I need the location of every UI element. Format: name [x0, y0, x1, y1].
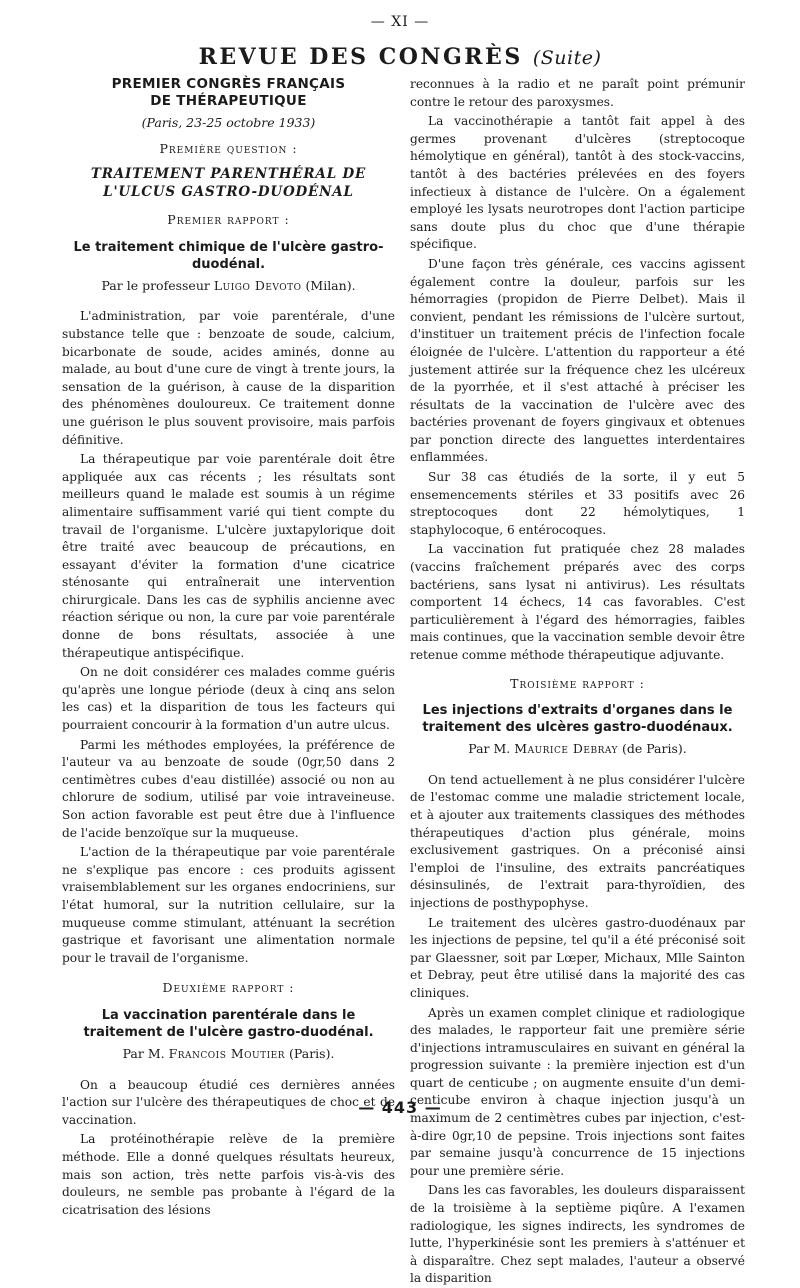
report-2-label: Deuxième rapport :: [162, 980, 295, 996]
congress-title-line-2: DE THÉRAPEUTIQUE: [150, 93, 307, 109]
congress-title-line-1: PREMIER CONGRÈS FRANÇAIS: [111, 76, 346, 92]
masthead: [0, 44, 800, 70]
byline-city: (Paris).: [289, 1045, 335, 1061]
paragraph: reconnues à la radio et ne paraît point prémunir contre le retour des paroxysmes.: [410, 77, 745, 109]
byline-city: (de Paris).: [621, 741, 687, 757]
paragraph: La vaccinothérapie a tantôt fait appel à des germes provenant d'ulcères (streptocoque hémolytique en général), tantôt à des stock-vaccins, tantôt à des bactéries prélevées en des foyers infectieux à distance de l'ulcère. On a également employé les lysats neurotropes dont l'action participe sans doute plus du choc que d'une thérapie spécifique.: [410, 114, 745, 252]
paragraph: Dans les cas favorables, les douleurs disparaissent de la troisième à la septième piqûre. A l'examen radiologique, les signes indirects, les syndromes de lutte, l'hyperkinésie sont les premiers à s'atténuer et à disparaître. Chez sept malades, l'auteur a observé la disparition: [410, 1183, 745, 1286]
report-1-byline: [62, 277, 395, 295]
paragraph: Parmi les méthodes employées, la préférence de l'auteur va au benzoate de soude (0gr,50 dans 2 centimètres cubes d'eau distillée) associé ou non au chlorure de sodium, utilisé par voie intraveineuse. Son action favorable est peut être due à l'influence de l'acide benzoïque sur la muqueuse.: [62, 737, 395, 840]
paragraph: L'action de la thérapeutique par voie parentérale ne s'explique pas encore : ces produits agissent vraisemblablement sur les organes endocriniens, sur l'état humoral, sur la nutrition cellulaire, sur la muqueuse comme stimulant, atténuant la secrétion gastrique et favorisant une alimentation normale pour le travail de l'organisme.: [62, 845, 395, 965]
paragraph: L'administration, par voie parentérale, d'une substance telle que : benzoate de soude, calcium, bicarbonate de soude, acides aminés, donne au malade, au bout d'une cure de vingt à trente jours, la sensation de la guérison, à cause de la disparition des phénomènes douloureux. Ce traitement donne une guérison le plus souvent provisoire, mais parfois définitive.: [62, 309, 395, 447]
page-roman-numeral: — XI —: [370, 14, 430, 30]
paragraph: On ne doit considérer ces malades comme guéris qu'après une longue période (deux à cinq ans selon les cas) et la disparition de tous les facteurs qui pourraient concourir à la formation d'un autre ulcus.: [62, 665, 395, 733]
paragraph: La vaccination fut pratiquée chez 28 malades (vaccins fraîchement préparés avec des corps bactériens, sans lysat ni antivirus). Les résultats comportent 14 échecs, 14 cas favorables. C'est particulièrement à l'égard des hémorragies, faibles mais continues, que la vaccination semble devoir être retenue comme méthode thérapeutique adjuvante.: [410, 542, 745, 662]
congress-title: [62, 76, 395, 110]
report-3-byline: [410, 740, 745, 758]
report-2-byline: [62, 1045, 395, 1063]
paragraph: On a beaucoup étudié ces dernières années l'action sur l'ulcère des thérapeutiques de choc et de vaccination.: [62, 1077, 395, 1127]
report-2-title: La vaccination parentérale dans le traitement de l'ulcère gastro-duodénal.: [83, 1007, 374, 1040]
left-column: [62, 76, 395, 1217]
question-title: TRAITEMENT PARENTHÉRAL DE L'ULCUS GASTRO-DUODÉNAL: [90, 166, 367, 201]
paragraph: Sur 38 cas étudiés de la sorte, il y eut 5 ensemencements stériles et 33 positifs avec 26 streptocoques dont 22 hémolytiques, 1 staphylocoque, 6 entérocoques.: [410, 470, 745, 537]
byline-author: Luigo Devoto: [213, 277, 302, 293]
byline-author: Francois Moutier: [168, 1045, 286, 1061]
report-3-label: Troisième rapport :: [510, 675, 645, 691]
byline-author: Maurice Debray: [514, 741, 618, 757]
byline-city: (Milan).: [305, 277, 356, 293]
report-3-title: Les injections d'extraits d'organes dans le traitement des ulcères gastro-duodénaux.: [422, 703, 733, 736]
paragraph: La thérapeutique par voie parentérale doit être appliquée aux cas récents ; les résultats sont meilleurs quand le malade est soumis à un régime alimentaire suffisamment varié qui tient compte du travail de l'organisme. L'ulcère juxtapylorique doit être traité avec beaucoup de précautions, en essayant d'éviter la formation d'une cicatrice sténosante qui entraînerait une intervention chirurgicale. Dans les cas de syphilis ancienne avec réaction sérique ou non, la cure par voie parentérale donne de bons résultats, associée à une thérapeutique antispécifique.: [62, 452, 395, 660]
paragraph: On tend actuellement à ne plus considérer l'ulcère de l'estomac comme une maladie strictement locale, et à ajouter aux traitements classiques des méthodes thérapeutiques d'action plus générale, moins exclusivement gastriques. On a préconisé ainsi l'emploi de l'insuline, des extraits pancréatiques désinsulinés, de l'extrait para-thyroïdien, des injections de posthypophyse.: [410, 772, 745, 910]
paragraph: Après un examen complet clinique et radiologique des malades, le rapporteur fait une première série d'injections intramusculaires en suivant en général la progression suivante : la première injection est d'un quart de centicube ; on augmente ensuite d'un demi-centicube environ à chaque injection jusqu'à un maximum de 2 centimètres cubes par injection, c'est-à-dire 0gr,10 de pepsine. Trois injections sont faites par semaine jusqu'à concurrence de 15 injections pour une première série.: [410, 1005, 745, 1178]
byline-prefix: Par M.: [122, 1045, 165, 1061]
page-number: — 443 —: [358, 1098, 442, 1117]
congress-place-date: (Paris, 23-25 octobre 1933): [141, 115, 316, 130]
question-label: Première question :: [159, 140, 298, 156]
report-1-title: Le traitement chimique de l'ulcère gastro-duodénal.: [73, 239, 384, 272]
byline-prefix: Par le professeur: [101, 277, 210, 293]
byline-prefix: Par M.: [468, 741, 511, 757]
masthead-suite: (Suite): [532, 47, 602, 69]
masthead-title: REVUE DES CONGRÈS: [198, 44, 523, 70]
paragraph: D'une façon très générale, ces vaccins agissent également contre la douleur, parfois sur les hémorragies (propidon de Pierre Delbet). Mais il convient, pendant les rémissions de l'ulcère surtout, d'instituer un traitement précis de l'infection focale éloignée de l'ulcère. L'attention du rapporteur a été justement attirée sur la fréquence chez les ulcéreux de la pyorrhée, et il s'est attaché à préciser les résultats de la vaccination de l'ulcère avec des bactéries provenant de foyers gingivaux et obtenues par ponction directe des languettes interdentaires enflammées.: [410, 256, 745, 465]
right-column: [410, 76, 745, 1286]
paragraph: Le traitement des ulcères gastro-duodénaux par les injections de pepsine, tel qu'il a été préconisé soit par Glaessner, soit par Lœper, Michaux, Mlle Sainton et Debray, peut être utilisé dans la majorité des cas cliniques.: [410, 915, 745, 1000]
paragraph: La protéinothérapie relève de la première méthode. Elle a donné quelques résultats heureux, mais son action, très nette parfois vis-à-vis des douleurs, ne semble pas probante à l'égard de la cicatrisation des lésions: [62, 1132, 395, 1217]
report-1-label: Premier rapport :: [167, 212, 290, 228]
